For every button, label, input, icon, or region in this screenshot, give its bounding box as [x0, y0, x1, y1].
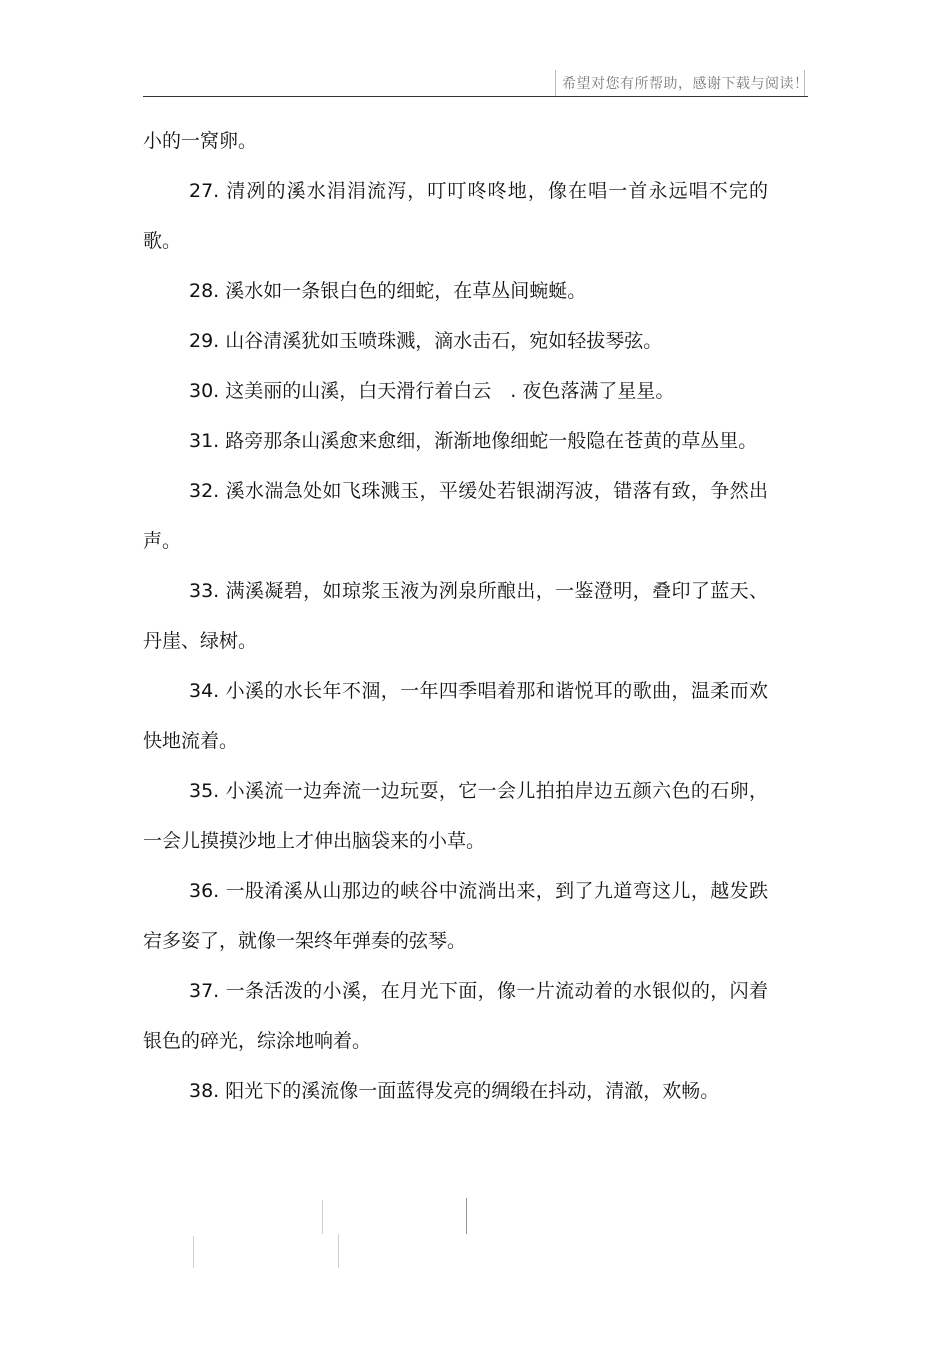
paragraph-38: 38. 阳光下的溪流像一面蓝得发亮的绸缎在抖动，清澈，欢畅。 [189, 1080, 720, 1102]
paragraph-28: 28. 溪水如一条银白色的细蛇，在草丛间蜿蜒。 [189, 280, 587, 302]
artifact-line-3 [193, 1236, 194, 1268]
header-tagline: 希望对您有所帮助，感谢下载与阅读！ [555, 70, 805, 96]
paragraph-34: 34. 小溪的水长年不涸，一年四季唱着那和谐悦耳的歌曲，温柔而欢快地流着。 [143, 680, 768, 752]
paragraph-27: 27. 清冽的溪水涓涓流泻，叮叮咚咚地，像在唱一首永远唱不完的歌。 [143, 180, 768, 252]
artifact-line-1 [322, 1200, 323, 1234]
paragraph-31: 31. 路旁那条山溪愈来愈细，渐渐地像细蛇一般隐在苍黄的草丛里。 [189, 430, 758, 452]
paragraph-29: 29. 山谷清溪犹如玉喷珠溅，滴水击石，宛如轻拔琴弦。 [189, 330, 663, 352]
paragraph-35: 35. 小溪流一边奔流一边玩耍，它一会儿拍拍岸边五颜六色的石卵，一会儿摸摸沙地上才伸出脑袋来的小草。 [143, 780, 768, 852]
header-divider [143, 96, 808, 97]
paragraph-37: 37. 一条活泼的小溪，在月光下面，像一片流动着的水银似的，闪着银色的碎光，综涂地响着。 [143, 980, 768, 1052]
paragraph-36: 36. 一股淆溪从山那边的峡谷中流淌出来，到了九道弯这儿，越发跌宕多姿了，就像一架终年弹奏的弦琴。 [143, 880, 768, 952]
paragraph-33: 33. 满溪凝碧，如琼浆玉液为洌泉所酿出，一鉴澄明，叠印了蓝天、丹崖、绿树。 [143, 580, 768, 652]
paragraph-30: 30. 这美丽的山溪，白天滑行着白云 . 夜色落满了星星。 [189, 380, 675, 402]
paragraph-32: 32. 溪水湍急处如飞珠溅玉，平缓处若银湖泻波，错落有致，争然出声。 [143, 480, 768, 552]
document-body [143, 116, 768, 1116]
paragraph-continuation: 小的一窝卵。 [143, 130, 258, 152]
artifact-line-2 [466, 1198, 467, 1234]
artifact-line-4 [338, 1234, 339, 1268]
